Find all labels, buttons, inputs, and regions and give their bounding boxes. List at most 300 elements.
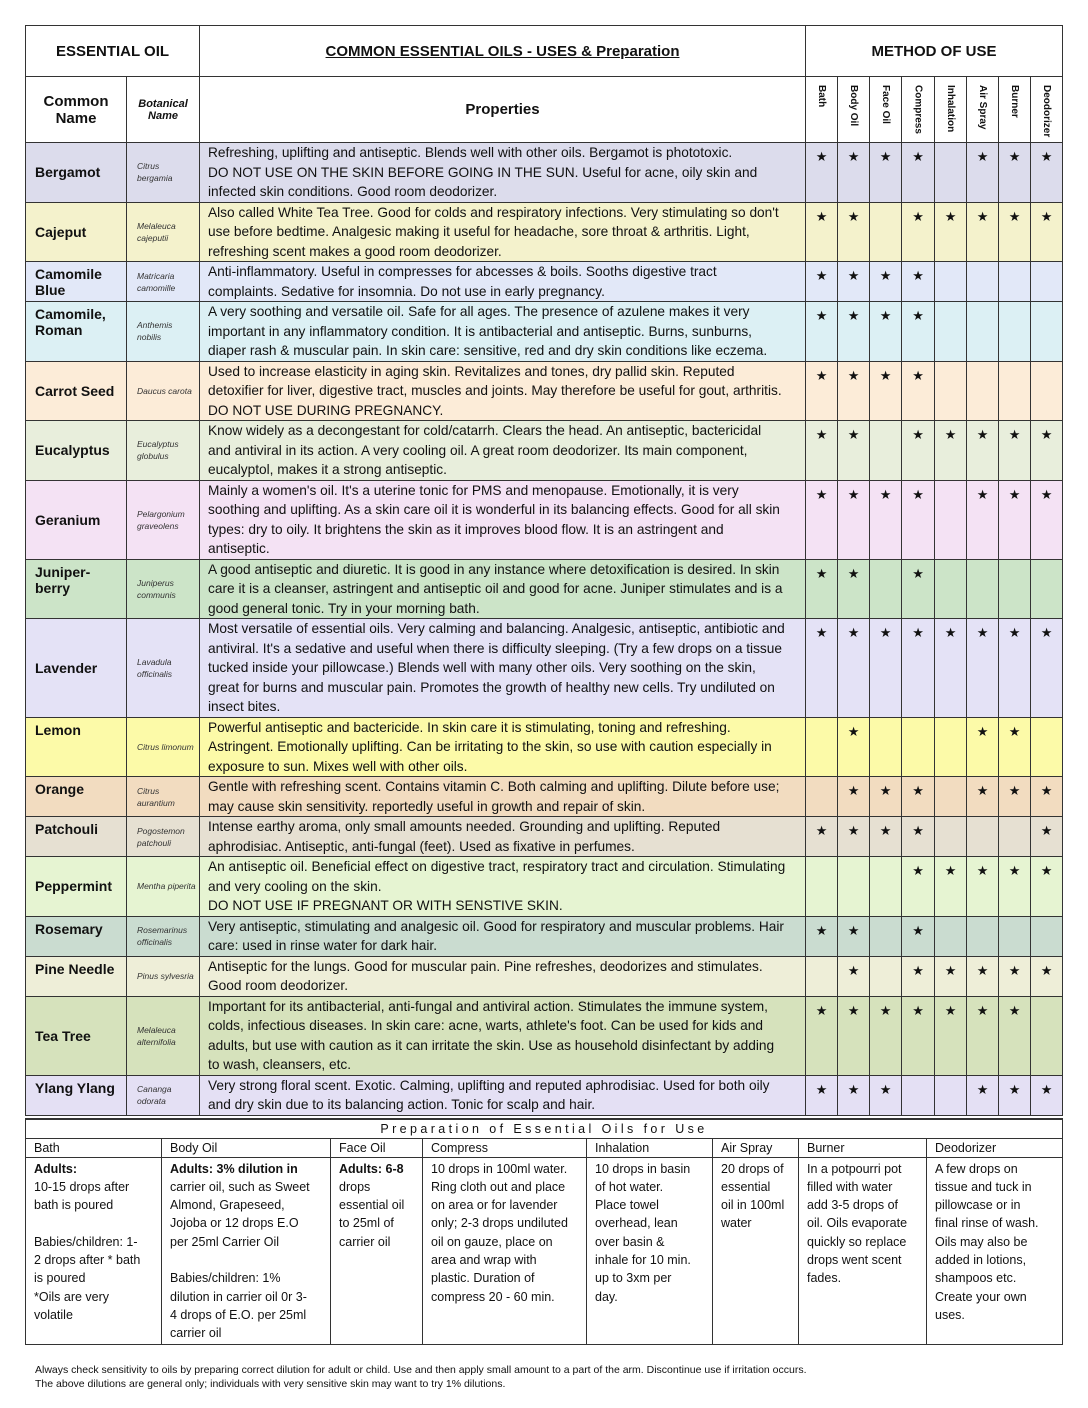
- oil-properties: [200, 996, 806, 1075]
- prep-line: [170, 1251, 322, 1269]
- star-icon: ★: [815, 1081, 828, 1097]
- method-cell-inhalation: [935, 717, 967, 777]
- prep-line: filled with water: [807, 1179, 893, 1194]
- oil-botanical-name: Mentha piperita: [127, 857, 200, 917]
- oil-botanical-name: Anthemis nobilis: [127, 302, 200, 362]
- star-icon: ★: [1040, 486, 1053, 502]
- star-icon: ★: [1040, 149, 1053, 164]
- oil-botanical-name: Matricaria camomille: [127, 262, 200, 302]
- prep-line: Almond, Grapeseed,: [170, 1198, 285, 1213]
- method-cell-bath: [806, 480, 838, 559]
- prep-line: carrier oil: [170, 1326, 222, 1341]
- method-cell-bath: [806, 302, 838, 362]
- star-icon: ★: [879, 1002, 892, 1018]
- oil-properties: [200, 361, 806, 421]
- method-cell-bath: [806, 559, 838, 619]
- property-line: Good room deodorizer.: [208, 978, 349, 993]
- prep-instructions-body-oil: [162, 1157, 331, 1345]
- star-icon: ★: [847, 625, 860, 640]
- star-icon: ★: [847, 922, 860, 938]
- prep-line: shampoos etc.: [935, 1271, 1017, 1286]
- star-icon: ★: [879, 823, 892, 838]
- oil-properties: [200, 956, 806, 996]
- method-header-label: Inhalation: [945, 85, 957, 133]
- prep-line: overhead, lean: [595, 1216, 678, 1231]
- method-cell-body-oil: [838, 717, 870, 777]
- oil-common-name: Cajeput: [26, 202, 127, 262]
- method-cell-face-oil: [870, 956, 902, 996]
- method-cell-body-oil: [838, 857, 870, 917]
- star-icon: ★: [944, 427, 957, 442]
- oils-table: [25, 25, 1063, 1116]
- method-cell-compress: [902, 916, 935, 956]
- property-line: DO NOT USE IF PREGNANT OR WITH SENSTIVE SKIN.: [208, 898, 563, 913]
- star-icon: ★: [879, 367, 892, 383]
- star-icon: ★: [879, 308, 892, 323]
- prep-line: plastic. Duration of: [431, 1271, 535, 1286]
- oil-properties: [200, 262, 806, 302]
- method-cell-inhalation: [935, 302, 967, 362]
- oil-rows: [26, 143, 1063, 1116]
- star-icon: ★: [976, 486, 989, 502]
- property-line: care it is a cleanser, astringent and antiseptic oil and good for acne. Juniper stimulates and is a: [208, 581, 783, 596]
- method-cell-compress: [902, 857, 935, 917]
- oil-row: [26, 202, 1063, 262]
- method-cell-deodorizer: [1031, 717, 1063, 777]
- property-line: Astringent. Emotionally uplifting. Can be irritating to the skin, so use with caution especially in: [208, 739, 772, 754]
- method-cell-inhalation: [935, 996, 967, 1075]
- star-icon: ★: [879, 625, 892, 640]
- star-icon: ★: [1040, 863, 1053, 878]
- star-icon: ★: [847, 1081, 860, 1097]
- method-header-deodorizer: [1031, 77, 1063, 143]
- method-cell-body-oil: [838, 817, 870, 857]
- property-line: colds, infectious diseases. In skin care: acne, warts, athlete's foot. Can be used for kids and: [208, 1018, 763, 1033]
- method-cell-inhalation: [935, 202, 967, 262]
- oil-properties: [200, 619, 806, 718]
- method-cell-air-spray: [967, 777, 999, 817]
- method-of-use-header: METHOD OF USE: [806, 26, 1063, 77]
- oil-properties: [200, 916, 806, 956]
- method-header-burner: [999, 77, 1031, 143]
- prep-header-inhalation: Inhalation: [587, 1138, 713, 1157]
- method-cell-face-oil: [870, 916, 902, 956]
- footnote-line: Always check sensitivity to oils by preparing correct dilution for adult or child. Use and then apply small amount to a part of the arm. Discontinue use if irritation occurs.: [35, 1364, 807, 1377]
- oil-common-name: Juniper-berry: [26, 559, 127, 619]
- star-icon: ★: [1040, 823, 1053, 838]
- prep-line: Babies/children: 1-: [34, 1234, 138, 1249]
- star-icon: ★: [1008, 1081, 1021, 1097]
- method-cell-body-oil: [838, 361, 870, 421]
- method-cell-air-spray: [967, 559, 999, 619]
- prep-instructions-deodorizer: [927, 1157, 1063, 1345]
- star-icon: ★: [912, 149, 924, 164]
- method-cell-inhalation: [935, 777, 967, 817]
- botanical-name-header: Botanical Name: [127, 77, 200, 143]
- oil-common-name: Ylang Ylang: [26, 1075, 127, 1115]
- property-line: types: dry to oily. It brightens the skin as it improves blood flow. It is an astringent and: [208, 521, 724, 537]
- method-cell-burner: [999, 302, 1031, 362]
- method-cell-air-spray: [967, 817, 999, 857]
- star-icon: ★: [912, 486, 924, 502]
- property-line: use before bedtime. Analgesic making it useful for headache, sore throat & arthritis. Light,: [208, 224, 750, 239]
- method-cell-body-oil: [838, 143, 870, 203]
- property-line: soothing and uplifting. As a skin care oil it is wonderful in its balancing effects. Good for all skin: [208, 502, 780, 517]
- properties-header: Properties: [200, 77, 806, 143]
- method-cell-compress: [902, 996, 935, 1075]
- star-icon: ★: [976, 625, 989, 640]
- star-icon: ★: [1008, 783, 1021, 798]
- oil-properties: [200, 857, 806, 917]
- prep-line: [34, 1214, 153, 1232]
- method-cell-body-oil: [838, 996, 870, 1075]
- method-cell-inhalation: [935, 619, 967, 718]
- property-line: DO NOT USE DURING PREGNANCY.: [208, 402, 444, 418]
- method-cell-bath: [806, 262, 838, 302]
- star-icon: ★: [815, 922, 828, 938]
- oil-botanical-name: Citrus limonum: [127, 717, 200, 777]
- prep-instructions-compress: [423, 1157, 587, 1345]
- property-line: diaper rash & muscular pain. In skin care: sensitive, red and dry skin conditions like eczema.: [208, 343, 768, 358]
- star-icon: ★: [1040, 427, 1053, 442]
- prep-line: to 25ml of: [339, 1216, 394, 1231]
- property-line: Mainly a women's oil. It's a uterine tonic for PMS and menopause. Emotionally, it is very: [208, 482, 739, 498]
- prep-line: Adults: 6-8: [339, 1161, 404, 1176]
- prep-line: area and wrap with: [431, 1252, 537, 1267]
- method-cell-inhalation: [935, 143, 967, 203]
- preparation-instructions: [26, 1157, 1063, 1345]
- star-icon: ★: [847, 149, 860, 164]
- star-icon: ★: [912, 823, 924, 838]
- prep-line: bath is poured: [34, 1198, 114, 1213]
- prep-line: carrier oil: [339, 1234, 391, 1249]
- star-icon: ★: [1040, 783, 1053, 798]
- prep-line: Create your own: [935, 1289, 1027, 1304]
- method-cell-compress: [902, 421, 935, 481]
- method-cell-bath: [806, 996, 838, 1075]
- star-icon: ★: [1008, 863, 1021, 878]
- star-icon: ★: [1008, 1002, 1021, 1018]
- method-cell-deodorizer: [1031, 559, 1063, 619]
- star-icon: ★: [912, 427, 924, 442]
- star-icon: ★: [912, 625, 924, 640]
- method-cell-air-spray: [967, 302, 999, 362]
- method-cell-bath: [806, 1075, 838, 1115]
- method-cell-bath: [806, 361, 838, 421]
- prep-line: Ring cloth out and place: [431, 1179, 566, 1194]
- method-cell-face-oil: [870, 361, 902, 421]
- method-cell-face-oil: [870, 202, 902, 262]
- method-cell-deodorizer: [1031, 480, 1063, 559]
- method-cell-burner: [999, 619, 1031, 718]
- method-cell-deodorizer: [1031, 262, 1063, 302]
- method-cell-body-oil: [838, 916, 870, 956]
- property-line: care: used in rinse water for dark hair.: [208, 938, 438, 953]
- star-icon: ★: [976, 427, 989, 442]
- oil-properties: [200, 143, 806, 203]
- star-icon: ★: [976, 1081, 989, 1097]
- prep-line: water: [721, 1216, 752, 1231]
- star-icon: ★: [976, 208, 989, 224]
- prep-line: 2 drops after * bath: [34, 1252, 141, 1267]
- oil-botanical-name: Eucalyptus globulus: [127, 421, 200, 481]
- star-icon: ★: [976, 962, 989, 978]
- prep-line: of hot water.: [595, 1179, 664, 1194]
- method-cell-air-spray: [967, 421, 999, 481]
- oil-row: [26, 1075, 1063, 1115]
- page: [25, 25, 1062, 1391]
- prep-header-body-oil: Body Oil: [162, 1138, 331, 1157]
- method-cell-compress: [902, 480, 935, 559]
- oil-row: [26, 717, 1063, 777]
- star-icon: ★: [847, 268, 860, 283]
- method-header-inhalation: [935, 77, 967, 143]
- property-line: and very cooling on the skin.: [208, 878, 382, 894]
- method-cell-burner: [999, 559, 1031, 619]
- oil-common-name: Geranium: [26, 480, 127, 559]
- prep-line: day.: [595, 1289, 618, 1304]
- method-cell-inhalation: [935, 361, 967, 421]
- prep-line: 10 drops in 100ml water.: [431, 1161, 568, 1176]
- star-icon: ★: [847, 565, 860, 581]
- method-cell-burner: [999, 956, 1031, 996]
- oil-common-name: Rosemary: [26, 916, 127, 956]
- prep-instructions-burner: [799, 1157, 927, 1345]
- method-cell-face-oil: [870, 817, 902, 857]
- method-cell-burner: [999, 817, 1031, 857]
- prep-line: quickly so replace: [807, 1234, 907, 1249]
- oil-botanical-name: Citrus aurantium: [127, 777, 200, 817]
- prep-line: carrier oil, such as Sweet: [170, 1179, 310, 1194]
- property-line: Most versatile of essential oils. Very calming and balancing. Analgesic, antiseptic, antibiotic and: [208, 621, 785, 636]
- method-cell-air-spray: [967, 480, 999, 559]
- oil-row: [26, 619, 1063, 718]
- star-icon: ★: [1008, 149, 1021, 164]
- prep-instructions-bath: [26, 1157, 162, 1345]
- prep-line: over basin &: [595, 1234, 665, 1249]
- method-cell-burner: [999, 262, 1031, 302]
- footnotes: [25, 1363, 1062, 1391]
- star-icon: ★: [847, 308, 860, 323]
- method-cell-body-oil: [838, 302, 870, 362]
- star-icon: ★: [815, 308, 828, 323]
- oil-row: [26, 817, 1063, 857]
- property-line: complaints. Sedative for insomnia. Do not use in early pregnancy.: [208, 283, 605, 299]
- oil-row: [26, 361, 1063, 421]
- method-cell-inhalation: [935, 559, 967, 619]
- prep-line: volatile: [34, 1307, 73, 1322]
- oil-botanical-name: Pinus sylvesria: [127, 956, 200, 996]
- prep-line: final rinse of wash.: [935, 1216, 1039, 1231]
- prep-line: Adults: 3% dilution in: [170, 1161, 298, 1176]
- prep-header-burner: Burner: [799, 1138, 927, 1157]
- prep-header-air-spray: Air Spray: [713, 1138, 799, 1157]
- star-icon: ★: [912, 308, 924, 323]
- star-icon: ★: [847, 823, 860, 838]
- star-icon: ★: [1008, 962, 1021, 978]
- method-cell-compress: [902, 1075, 935, 1115]
- method-cell-deodorizer: [1031, 916, 1063, 956]
- prep-instructions-air-spray: [713, 1157, 799, 1345]
- oil-row: [26, 777, 1063, 817]
- oil-common-name: Peppermint: [26, 857, 127, 917]
- method-cell-bath: [806, 916, 838, 956]
- prep-line: per 25ml Carrier Oil: [170, 1234, 280, 1249]
- oil-common-name: Lemon: [26, 717, 127, 777]
- star-icon: ★: [847, 208, 860, 224]
- method-cell-bath: [806, 619, 838, 718]
- oil-botanical-name: Citrus bergamia: [127, 143, 200, 203]
- method-cell-air-spray: [967, 361, 999, 421]
- property-line: and dry skin due to its balancing action. Tonic for scalp and hair.: [208, 1097, 596, 1112]
- star-icon: ★: [815, 486, 828, 502]
- prep-line: Babies/children: 1%: [170, 1271, 281, 1286]
- method-cell-deodorizer: [1031, 817, 1063, 857]
- prep-header-compress: Compress: [423, 1138, 587, 1157]
- prep-line: Place towel: [595, 1198, 659, 1213]
- star-icon: ★: [815, 823, 828, 838]
- oil-common-name: Tea Tree: [26, 996, 127, 1075]
- property-line: tucked inside your pillowcase.) Blends well with many other oils. Very soothing on the skin,: [208, 660, 756, 675]
- method-cell-inhalation: [935, 857, 967, 917]
- method-cell-inhalation: [935, 262, 967, 302]
- method-cell-compress: [902, 143, 935, 203]
- method-cell-compress: [902, 559, 935, 619]
- method-cell-compress: [902, 361, 935, 421]
- table-title: [200, 26, 806, 77]
- property-line: DO NOT USE ON THE SKIN BEFORE GOING IN THE SUN. Useful for acne, oily skin and: [208, 164, 758, 180]
- method-cell-face-oil: [870, 143, 902, 203]
- method-cell-air-spray: [967, 956, 999, 996]
- oil-row: [26, 916, 1063, 956]
- method-cell-air-spray: [967, 996, 999, 1075]
- prep-line: 10 drops in basin: [595, 1161, 691, 1176]
- oil-properties: [200, 421, 806, 481]
- star-icon: ★: [815, 268, 828, 283]
- property-line: great for burns and muscular pain. Promotes the growth of healthy new cells. Try undiluted on: [208, 679, 775, 695]
- star-icon: ★: [815, 1002, 828, 1018]
- prep-line: on area or for lavender: [431, 1198, 558, 1213]
- oil-botanical-name: Melaleuca alternifolia: [127, 996, 200, 1075]
- prep-line: essential: [721, 1179, 771, 1194]
- property-line: Very strong floral scent. Exotic. Calming, uplifting and reputed aphrodisiac. Used for both oily: [208, 1077, 770, 1093]
- prep-line: 20 drops of: [721, 1161, 784, 1176]
- prep-instructions-face-oil: [331, 1157, 423, 1345]
- star-icon: ★: [847, 1002, 860, 1018]
- star-icon: ★: [879, 486, 892, 502]
- method-header-face-oil: [870, 77, 902, 143]
- method-cell-face-oil: [870, 996, 902, 1075]
- star-icon: ★: [815, 625, 828, 640]
- method-cell-deodorizer: [1031, 777, 1063, 817]
- property-line: good general tonic. Try in your morning bath.: [208, 600, 480, 616]
- prep-header-bath: Bath: [26, 1138, 162, 1157]
- star-icon: ★: [944, 1002, 957, 1018]
- star-icon: ★: [847, 486, 860, 502]
- prep-line: drops: [339, 1179, 371, 1194]
- footnote-line: The above dilutions are general only; individuals with very sensitive skin may want to try 1% dilutions.: [35, 1378, 506, 1391]
- star-icon: ★: [815, 208, 828, 224]
- method-cell-face-oil: [870, 421, 902, 481]
- method-cell-bath: [806, 777, 838, 817]
- property-line: Used to increase elasticity in aging skin. Revitalizes and tones, dry pallid skin. Reputed: [208, 363, 735, 379]
- property-line: antiseptic.: [208, 541, 270, 556]
- star-icon: ★: [912, 268, 924, 283]
- oil-properties: [200, 817, 806, 857]
- prep-line: up to 3xm per: [595, 1271, 672, 1286]
- method-cell-deodorizer: [1031, 619, 1063, 718]
- method-cell-face-oil: [870, 857, 902, 917]
- property-line: A very soothing and versatile oil. Safe for all ages. The presence of azulene makes it very: [208, 304, 750, 319]
- method-cell-compress: [902, 817, 935, 857]
- property-line: Gentle with refreshing scent. Contains vitamin C. Both calming and uplifting. Dilute before use;: [208, 779, 780, 794]
- method-cell-bath: [806, 857, 838, 917]
- method-header-label: Air Spray: [977, 85, 989, 130]
- method-cell-burner: [999, 143, 1031, 203]
- method-cell-bath: [806, 717, 838, 777]
- star-icon: ★: [879, 1081, 892, 1097]
- star-icon: ★: [944, 208, 957, 224]
- star-icon: ★: [944, 863, 957, 878]
- star-icon: ★: [912, 208, 924, 224]
- oil-row: [26, 480, 1063, 559]
- property-line: Powerful antiseptic and bactericide. In skin care it is stimulating, toning and refreshing.: [208, 719, 731, 735]
- oil-common-name: Lavender: [26, 619, 127, 718]
- method-cell-body-oil: [838, 956, 870, 996]
- star-icon: ★: [847, 962, 860, 978]
- method-cell-burner: [999, 916, 1031, 956]
- star-icon: ★: [976, 783, 989, 798]
- method-header-label: Face Oil: [880, 85, 892, 124]
- method-cell-deodorizer: [1031, 421, 1063, 481]
- method-cell-deodorizer: [1031, 202, 1063, 262]
- oil-common-name: Patchouli: [26, 817, 127, 857]
- prep-line: drops went scent: [807, 1252, 902, 1267]
- method-cell-compress: [902, 717, 935, 777]
- method-cell-compress: [902, 202, 935, 262]
- property-line: exposure to sun. Mixes well with other oils.: [208, 758, 468, 774]
- preparation-headers: [26, 1138, 1063, 1157]
- method-cell-body-oil: [838, 480, 870, 559]
- property-line: A good antiseptic and diuretic. It is good in any instance where detoxification is desired. In skin: [208, 561, 780, 577]
- property-line: antiviral. It's a sedative and useful when there is difficulty sleeping. (Try a few drops on a tissue: [208, 640, 782, 656]
- oil-row: [26, 956, 1063, 996]
- prep-line: added in lotions,: [935, 1252, 1027, 1267]
- property-line: infected skin conditions. Good room deodorizer.: [208, 184, 498, 199]
- property-line: An antiseptic oil. Beneficial effect on digestive tract, respiratory tract and circulation. Stimulating: [208, 859, 786, 874]
- method-cell-deodorizer: [1031, 996, 1063, 1075]
- oil-botanical-name: Rosemarinus officinalis: [127, 916, 200, 956]
- method-cell-face-oil: [870, 302, 902, 362]
- method-cell-deodorizer: [1031, 857, 1063, 917]
- property-line: adults, but use with caution as it can irritate the skin. Use as household disinfectant by adding: [208, 1037, 775, 1053]
- oil-common-name: Carrot Seed: [26, 361, 127, 421]
- method-cell-inhalation: [935, 817, 967, 857]
- star-icon: ★: [912, 863, 924, 878]
- method-cell-burner: [999, 480, 1031, 559]
- prep-line: A few drops on: [935, 1161, 1018, 1176]
- property-line: Very antiseptic, stimulating and analgesic oil. Good for respiratory and muscular problems. Hair: [208, 918, 784, 934]
- method-cell-bath: [806, 817, 838, 857]
- property-line: Also called White Tea Tree. Good for colds and respiratory infections. Very stimulating so don't: [208, 204, 779, 220]
- oil-common-name: Orange: [26, 777, 127, 817]
- prep-line: compress 20 - 60 min.: [431, 1289, 555, 1304]
- method-cell-compress: [902, 262, 935, 302]
- prep-line: uses.: [935, 1307, 965, 1322]
- method-cell-body-oil: [838, 559, 870, 619]
- prep-line: *Oils are very: [34, 1289, 110, 1304]
- oil-properties: [200, 559, 806, 619]
